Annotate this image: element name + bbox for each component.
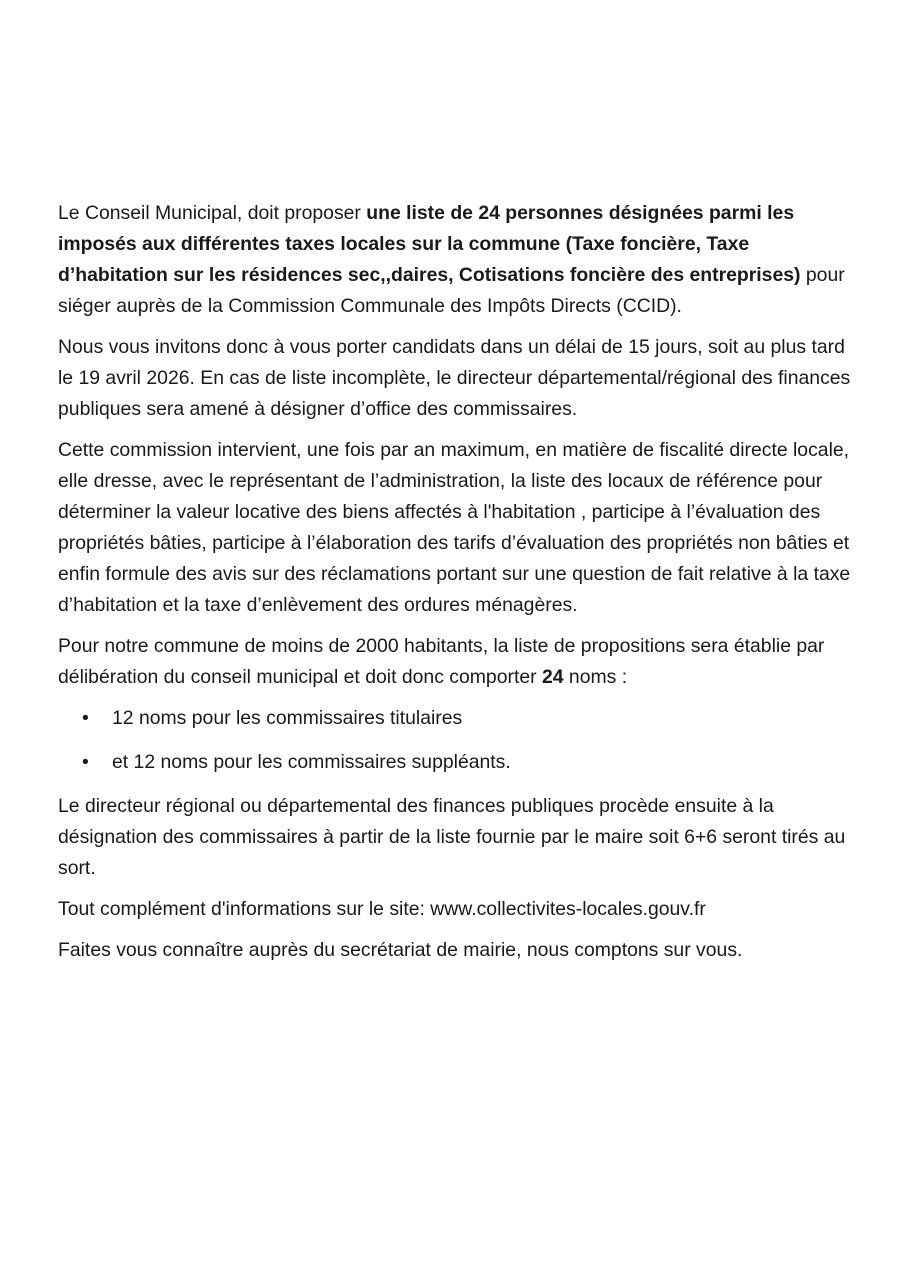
list-item <box>82 703 858 734</box>
paragraph-contact: Faites vous connaître auprès du secrétariat de mairie, nous comptons sur vous. <box>58 939 743 961</box>
paragraph-commission-role: Cette commission intervient, une fois par an maximum, en matière de fiscalité directe locale, elle dresse, avec le représentant de l’administration, la liste des locaux de référence pour déterminer la valeur locative des biens affectés à l'habitation , participe à l’évaluation des propriétés bâties, participe à l’élaboration des tarifs d’évaluation des propriétés non bâties et enfin formule des avis sur des réclamations portant sur une question de fait relative à la taxe d’habitation et la taxe d’enlèvement des ordures ménagères. <box>58 439 851 616</box>
paragraph-ccid-intro: Le Conseil Municipal, doit proposer <box>58 202 367 224</box>
paragraph-deadline: Nous vous invitons donc à vous porter candidats dans un délai de 15 jours, soit au plus tard le 19 avril 2026. En cas de liste incomplète, le directeur départemental/régional des finances publiques sera amené à désigner d’office des commissaires. <box>58 336 851 420</box>
paragraph-ccid-list <box>58 198 858 322</box>
paragraph-ccid-outro: pour siéger auprès de la Commission Communale des Impôts Directs (CCID). <box>58 264 845 317</box>
paragraph-commune-size <box>58 631 858 693</box>
paragraph-commune-size-outro: noms : <box>563 666 628 688</box>
paragraph-website: Tout complément d'informations sur le site: www.collectivites-locales.gouv.fr <box>58 898 706 920</box>
commissioner-list <box>58 703 858 778</box>
list-item <box>82 747 858 778</box>
paragraph-ccid-bold: une liste de 24 personnes désignées parmi les imposés aux différentes taxes locales sur la commune (Taxe foncière, Taxe d’habitation sur les résidences sec,,daires, Cotisations foncière des entreprises) <box>58 202 801 286</box>
document-body <box>58 198 858 976</box>
paragraph-commune-size-text: Pour notre commune de moins de 2000 habitants, la liste de propositions sera établie par délibération du conseil municipal et doit donc comporter <box>58 635 825 688</box>
bullet-icon: • <box>82 707 89 729</box>
paragraph-commune-size-count: 24 <box>541 666 564 688</box>
list-item-text: et 12 noms pour les commissaires suppléants. <box>112 751 511 773</box>
bullet-icon: • <box>82 751 89 773</box>
list-item-text: 12 noms pour les commissaires titulaires <box>112 707 463 729</box>
paragraph-designation: Le directeur régional ou départemental des finances publiques procède ensuite à la désignation des commissaires à partir de la liste fournie par le maire soit 6+6 seront tirés au sort. <box>58 795 846 879</box>
